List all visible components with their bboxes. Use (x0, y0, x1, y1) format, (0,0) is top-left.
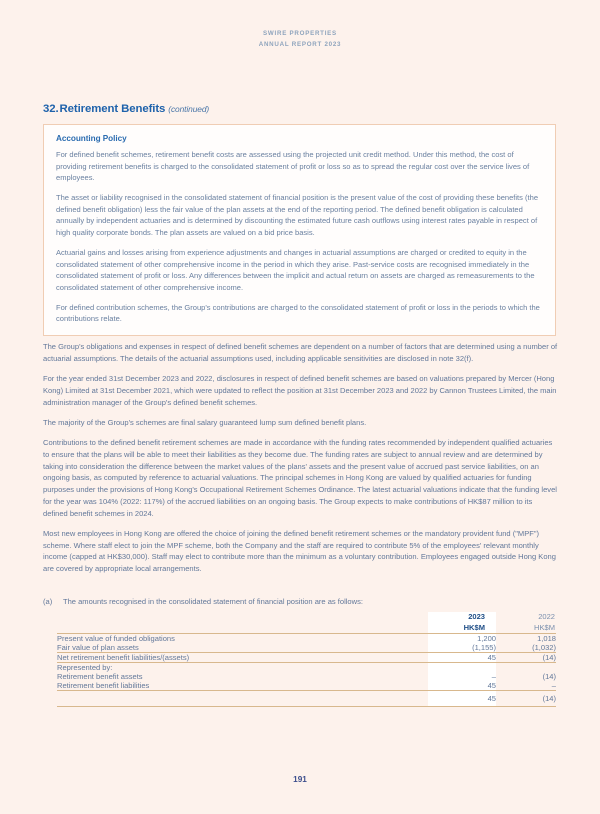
row-label: Retirement benefit assets (57, 672, 143, 682)
column-header-2022 (496, 612, 556, 634)
row-value-2023: – (428, 672, 496, 681)
body-paragraph: Most new employees in Hong Kong are offered the choice of joining the defined benefit retirement schemes or the mandatory provident fund ("MPF") scheme. Where staff elect to join the MPF scheme, both the Company and the staff are required to contribute 5% of the employees' relevant monthly income (capped at HK$30,000). Staff may elect to contribute more than the minimum as a voluntary contribution. Employees engaged outside Hong Kong are covered by appropriate local arrangements. (43, 528, 556, 574)
running-header-line1: SWIRE PROPERTIES (263, 30, 337, 37)
table-row-total (57, 691, 556, 707)
row-value-2023: 45 (428, 681, 496, 691)
accounting-policy-paragraph: For defined benefit schemes, retirement benefit costs are assessed using the projected unit credit method. Under this method, the cost of providing retirement benefits is charged to the consolidated statement of profit or loss so as to spread the regular cost over the service lives of employees. (56, 150, 530, 183)
financial-table (57, 612, 556, 707)
page-number: 191 (293, 775, 307, 784)
row-value-2022 (496, 663, 556, 673)
body-paragraph: The Group's obligations and expenses in respect of defined benefit schemes are dependent on a number of factors that are determined using a number of actuarial assumptions. The details of the actuarial assumptions used, including applicable sensitivities are disclosed in note 32(f). (43, 342, 558, 363)
accounting-policy-paragraph: Actuarial gains and losses arising from experience adjustments and changes in actuarial assumptions are charged or credited to equity in the consolidated statement of other comprehensive income in the period in which they arise. Past-service costs are recognised immediately in the consolidated statement of profit or loss. Any differences between the implicit and actual return on assets are charged as remeasurements to the consolidated statement of other comprehensive income. (56, 247, 535, 292)
column-header-2023 (428, 612, 496, 634)
row-value-2022: (14) (542, 672, 556, 682)
body-paragraph: The majority of the Group's schemes are final salary guaranteed lump sum defined benefit plans. (43, 417, 367, 427)
row-value-2023: (1,155) (428, 643, 496, 653)
table-row-heading (57, 663, 556, 673)
row-value-2023: 1,200 (428, 634, 496, 644)
table-row (57, 681, 556, 691)
column-header-2022-unit: HK$M (534, 622, 555, 632)
financial-table-wrapper (57, 612, 556, 707)
running-header (0, 29, 600, 50)
accounting-policy-heading: Accounting Policy (56, 134, 127, 143)
row-label: Net retirement benefit liabilities/(assets) (57, 653, 428, 663)
body-paragraph: For the year ended 31st December 2023 and 2022, disclosures in respect of defined benefit schemes are based on valuations prepared by Mercer (Hong Kong) Limited at 31st December 2021, which were updated to reflect the position at 31st December 2023 and 2022 by Cannon Trustees Limited, the main administration manager of the Group's defined benefit schemes. (43, 374, 557, 407)
row-value-2022: (14) (496, 691, 556, 707)
row-label: Represented by: (57, 663, 113, 673)
table-row-subtotal (57, 653, 556, 663)
section-title (43, 103, 209, 115)
table-row (57, 634, 556, 644)
section-continued-label: (continued) (168, 104, 210, 114)
body-paragraph: Contributions to the defined benefit retirement schemes are made in accordance with the funding rates recommended by independent qualified actuaries to ensure that the plans will be able to meet their liabilities as they become due. The funding rates are subject to annual review and are determined by taking into consideration the difference between the market values of the plans' assets and the present value of accrued past service liabilities, on an ongoing basis, as computed by reference to actuarial valuations. The principal schemes in Hong Kong are valued by qualified actuaries for funding purposes under the provisions of Hong Kong's Occupational Retirement Schemes Ordinance. The latest actuarial valuations indicate that the funding level for the year was 104% (2022: 117%) of the accrued liabilities on an ongoing basis. The Group expects to make contributions of HK$87 million to its defined benefit schemes in 2024. (43, 438, 557, 518)
column-header-2023-year: 2023 (468, 612, 485, 621)
table-row (57, 672, 556, 681)
section-number: 32. (43, 103, 59, 115)
row-value-2022: (1,032) (532, 643, 556, 653)
list-item-marker: (a) (43, 597, 53, 606)
row-value-2023 (428, 663, 496, 673)
column-header-label (57, 612, 428, 634)
body-text-block (43, 341, 559, 584)
row-label (57, 691, 428, 707)
accounting-policy-paragraph: The asset or liability recognised in the consolidated statement of financial position is the present value of the cost of providing these benefits (the defined benefit obligation) less the fair value of the plan assets at the end of the reporting period. The defined benefit obligation is calculated annually by independent actuaries and is determined by discounting the estimated future cash outflows using interest rates payable in respect of high quality corporate bonds. The plan assets are valued on a bid price basis. (56, 193, 539, 238)
row-value-2022: – (551, 681, 556, 691)
running-header-line2: ANNUAL REPORT 2023 (258, 40, 342, 48)
accounting-policy-paragraph: For defined contribution schemes, the Group's contributions are charged to the consolidated statement of profit or loss in the periods to which the contributions relate. (56, 302, 540, 324)
column-header-2023-unit: HK$M (463, 622, 485, 632)
accounting-policy-box (43, 124, 556, 336)
row-value-2023: 45 (428, 653, 496, 663)
row-value-2023: 45 (428, 691, 496, 707)
row-label: Fair value of plan assets (57, 643, 139, 653)
column-header-2022-year: 2022 (538, 612, 555, 621)
section-title-text: Retirement Benefits (59, 103, 166, 115)
table-header-row (57, 612, 556, 634)
row-value-2022: 1,018 (496, 634, 556, 644)
row-value-2022: (14) (496, 653, 556, 663)
table-row (57, 643, 556, 653)
row-label: Present value of funded obligations (57, 634, 428, 644)
list-item-a (43, 596, 559, 607)
list-item-text: The amounts recognised in the consolidated statement of financial position are as follows: (63, 597, 363, 606)
row-label: Retirement benefit liabilities (57, 681, 150, 691)
